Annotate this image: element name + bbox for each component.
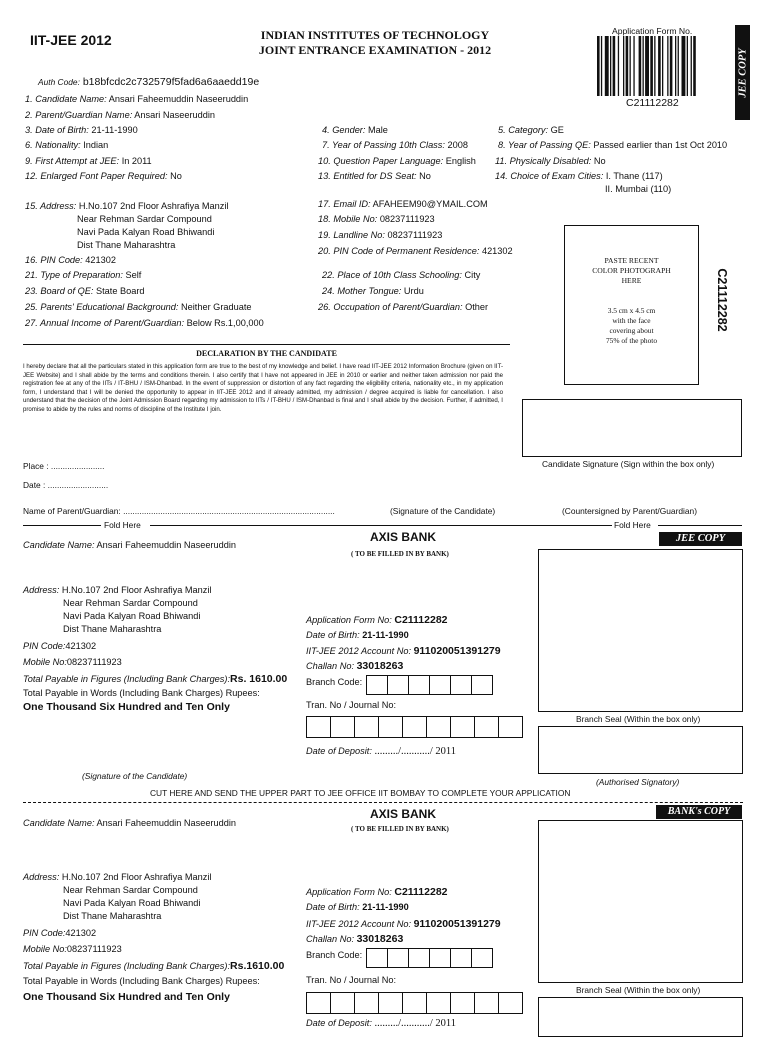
bank-app-form-no: Application Form No: C21112282 [306,614,448,626]
cut-line-text: CUT HERE AND SEND THE UPPER PART TO JEE OFFICE IIT BOMBAY TO COMPLETE YOUR APPLICATION [150,788,571,798]
parent-name-line: Name of Parent/Guardian: ........................................................................................... [23,506,335,516]
fold-rule-right [658,525,742,526]
bankcopy-date-of-deposit: Date of Deposit: ........./.........../ 2011 [306,1018,457,1029]
jee-copy-side-text: JEE COPY [737,47,748,98]
cut-line [23,802,743,803]
photo-box [564,225,699,385]
bank-name: AXIS BANK [370,530,437,544]
field-email: 17. Email ID: AFAHEEM90@YMAIL.COM [318,199,488,209]
place-line: Place : ....................... [23,461,105,471]
field-address: 15. Address: H.No.107 2nd Floor Ashrafiya Manzil [25,201,229,211]
field-parent-name: 2. Parent/Guardian Name: Ansari Naseeruddin [25,110,215,120]
bank-mobile: Mobile No:08237111923 [23,657,122,667]
field-exam-city-2: II. Mumbai (110) [605,184,672,194]
fold-label-right: Fold Here [614,520,651,530]
field-exam-cities: 14. Choice of Exam Cities: I. Thane (117) [495,171,663,181]
authorised-signatory-label: (Authorised Signatory) [596,777,680,787]
bankcopy-app-form-no: Application Form No: C21112282 [306,886,448,898]
field-physically-disabled: 11. Physically Disabled: No [495,156,606,166]
authorised-signatory-box [538,726,743,774]
field-pin-code: 16. PIN Code: 421302 [25,255,116,265]
branch-seal-box [538,549,743,712]
signature-box-caption: Candidate Signature (Sign within the box only) [542,459,715,469]
bank-address-line2: Near Rehman Sardar Compound [63,598,198,608]
bank-total-figures: Total Payable in Figures (Including Bank Charges):Rs. 1610.00 [23,673,288,685]
fold-label-left: Fold Here [104,520,141,530]
field-address-line4: Dist Thane Maharashtra [77,240,176,250]
field-gender: 4. Gender: Male [322,125,388,135]
bankcopy-authorised-signatory-box [538,997,743,1037]
field-permanent-pin: 20. PIN Code of Permanent Residence: 421302 [318,246,513,256]
bankcopy-date-of-birth: Date of Birth: 21-11-1990 [306,902,409,912]
bank-total-words: One Thousand Six Hundred and Ten Only [23,701,230,713]
jee-copy-tag: JEE COPY [659,532,742,546]
declaration-rule [23,344,510,345]
bank-address: Address: H.No.107 2nd Floor Ashrafiya Manzil [23,585,212,595]
field-year-10th: 7. Year of Passing 10th Class: 2008 [322,140,468,150]
field-schooling-place: 22. Place of 10th Class Schooling: City [322,270,481,280]
field-address-line3: Navi Pada Kalyan Road Bhiwandi [77,227,215,237]
field-category: 5. Category: GE [498,125,564,135]
auth-code: Auth Code: b18bfcdc2c732579f5fad6a6aaedd19e [38,76,260,88]
branch-seal-caption: Branch Seal (Within the box only) [576,714,701,724]
declaration-text: I hereby declare that all the particulars stated in this application form are true to the best of my knowledge and belief. I have read IIT-JEE 2012 Information Brochure (given on IIT-JEE Website) and I shall abide by the terms and conditions therein. I also certify that I have not appeared in JEE in 2010 or earlier and neither taken admission nor paid the registration fee at any of the IITs / IT-BHU / ISM-Dhanbad. In the event of suppression or distortion of any fact regarding the eligibility criteria, nationality etc., in my application form, I understand that I will be denied the opportunity to appear in IIT-JEE 2012 and if already admitted, my admission / degree acquired is liable for cancellation. I also understand that the decision of the Joint Admission Board regarding my admission to IITs / IT-BHU / ISM-Dhanbad is final and I shall abide by the decision. Further, if admitted, I promise to abide by the rules and norms of discipline of the Institute I join. [23,363,503,413]
bank-date-of-deposit: Date of Deposit: ........./.........../ 2011 [306,746,457,757]
bankcopy-fill-note: ( TO BE FILLED IN BY BANK) [351,825,449,833]
bank-account-no: IIT-JEE 2012 Account No: 911020051391279 [306,645,501,657]
barcode-number: C21112282 [626,97,679,109]
bank-copy-tag: BANK's COPY [656,805,742,819]
bankcopy-challan-no: Challan No: 33018263 [306,933,404,945]
bankcopy-address-line4: Dist Thane Maharashtra [63,911,162,921]
photo-instruction: PASTE RECENT COLOR PHOTOGRAPH HERE [592,256,671,285]
field-address-line2: Near Rehman Sardar Compound [77,214,212,224]
bankcopy-address-line3: Navi Pada Kalyan Road Bhiwandi [63,898,201,908]
bank-candidate-signature-label: (Signature of the Candidate) [82,771,188,781]
tran-no-cells [306,716,522,738]
bank-tran-no-label: Tran. No / Journal No: [306,700,397,710]
photo-size-note: 3.5 cm x 4.5 cm with the face covering about 75% of the photo [605,306,658,345]
bankcopy-branch-seal-box [538,820,743,983]
field-ds-seat: 13. Entitled for DS Seat: No [318,171,431,181]
fold-rule-left [23,525,101,526]
bankcopy-tran-no-label: Tran. No / Journal No: [306,975,397,985]
bankcopy-address: Address: H.No.107 2nd Floor Ashrafiya Manzil [23,872,212,882]
bankcopy-account-no: IIT-JEE 2012 Account No: 911020051391279 [306,918,501,930]
field-paper-language: 10. Question Paper Language: English [318,156,476,166]
bankcopy-total-figures: Total Payable in Figures (Including Bank Charges):Rs.1610.00 [23,960,285,972]
field-board-qe: 23. Board of QE: State Board [25,286,145,296]
institute-name: INDIAN INSTITUTES OF TECHNOLOGY [260,28,490,42]
field-first-attempt: 9. First Attempt at JEE: In 2011 [25,156,152,166]
declaration-title: DECLARATION BY THE CANDIDATE [196,349,337,358]
bankcopy-branch-code-cells [366,948,492,968]
fold-rule-middle [150,525,612,526]
bank-challan-no: Challan No: 33018263 [306,660,404,672]
bankcopy-total-words-label: Total Payable in Words (Including Bank Charges) Rupees: [23,976,260,986]
candidate-signature-label: (Signature of the Candidate) [390,506,496,516]
bankcopy-branch-code-label: Branch Code: [306,950,363,960]
bankcopy-pin-code: PIN Code:421302 [23,928,97,938]
field-preparation: 21. Type of Preparation: Self [25,270,142,280]
bank-date-of-birth: Date of Birth: 21-11-1990 [306,630,409,640]
parent-countersign-label: (Countersigned by Parent/Guardian) [562,506,698,516]
bank-total-words-label: Total Payable in Words (Including Bank Charges) Rupees: [23,688,260,698]
exam-subtitle: JOINT ENTRANCE EXAMINATION - 2012 [258,43,492,57]
exam-title: IIT-JEE 2012 [30,32,112,48]
barcode [597,36,729,96]
bankcopy-tran-no-cells [306,992,522,1014]
field-parent-occupation: 26. Occupation of Parent/Guardian: Other [318,302,489,312]
field-candidate-name: 1. Candidate Name: Ansari Faheemuddin Naseeruddin [25,94,249,104]
bankcopy-mobile: Mobile No:08237111923 [23,944,122,954]
field-mother-tongue: 24. Mother Tongue: Urdu [322,286,424,296]
date-line: Date : .......................... [23,480,109,490]
bank-fill-note: ( TO BE FILLED IN BY BANK) [351,550,449,558]
signature-box [522,399,742,457]
bank-pin-code: PIN Code:421302 [23,641,97,651]
bankcopy-candidate-name: Candidate Name: Ansari Faheemuddin Naseeruddin [23,818,236,828]
field-mobile: 18. Mobile No: 08237111923 [318,214,435,224]
bank-branch-code-label: Branch Code: [306,677,363,687]
branch-code-cells [366,675,492,695]
bankcopy-bank-name: AXIS BANK [370,807,437,821]
field-date-of-birth: 3. Date of Birth: 21-11-1990 [25,125,138,135]
field-nationality: 6. Nationality: Indian [25,140,109,150]
field-parents-education: 25. Parents' Educational Background: Neither Graduate [25,302,252,312]
bankcopy-branch-seal-caption: Branch Seal (Within the box only) [576,985,701,995]
application-form-label: Application Form No. [612,26,693,36]
bankcopy-total-words: One Thousand Six Hundred and Ten Only [23,991,230,1003]
jee-copy-side-tag [735,25,750,120]
bank-candidate-name: Candidate Name: Ansari Faheemuddin Naseeruddin [23,540,236,550]
vertical-app-number: C21112282 [715,268,729,332]
bank-address-line4: Dist Thane Maharashtra [63,624,162,634]
bank-address-line3: Navi Pada Kalyan Road Bhiwandi [63,611,201,621]
bankcopy-address-line2: Near Rehman Sardar Compound [63,885,198,895]
field-year-qe: 8. Year of Passing QE: Passed earlier than 1st Oct 2010 [498,140,728,150]
field-enlarged-font: 12. Enlarged Font Paper Required: No [25,171,182,181]
field-landline: 19. Landline No: 08237111923 [318,230,443,240]
field-annual-income: 27. Annual Income of Parent/Guardian: Below Rs.1,00,000 [25,318,264,328]
